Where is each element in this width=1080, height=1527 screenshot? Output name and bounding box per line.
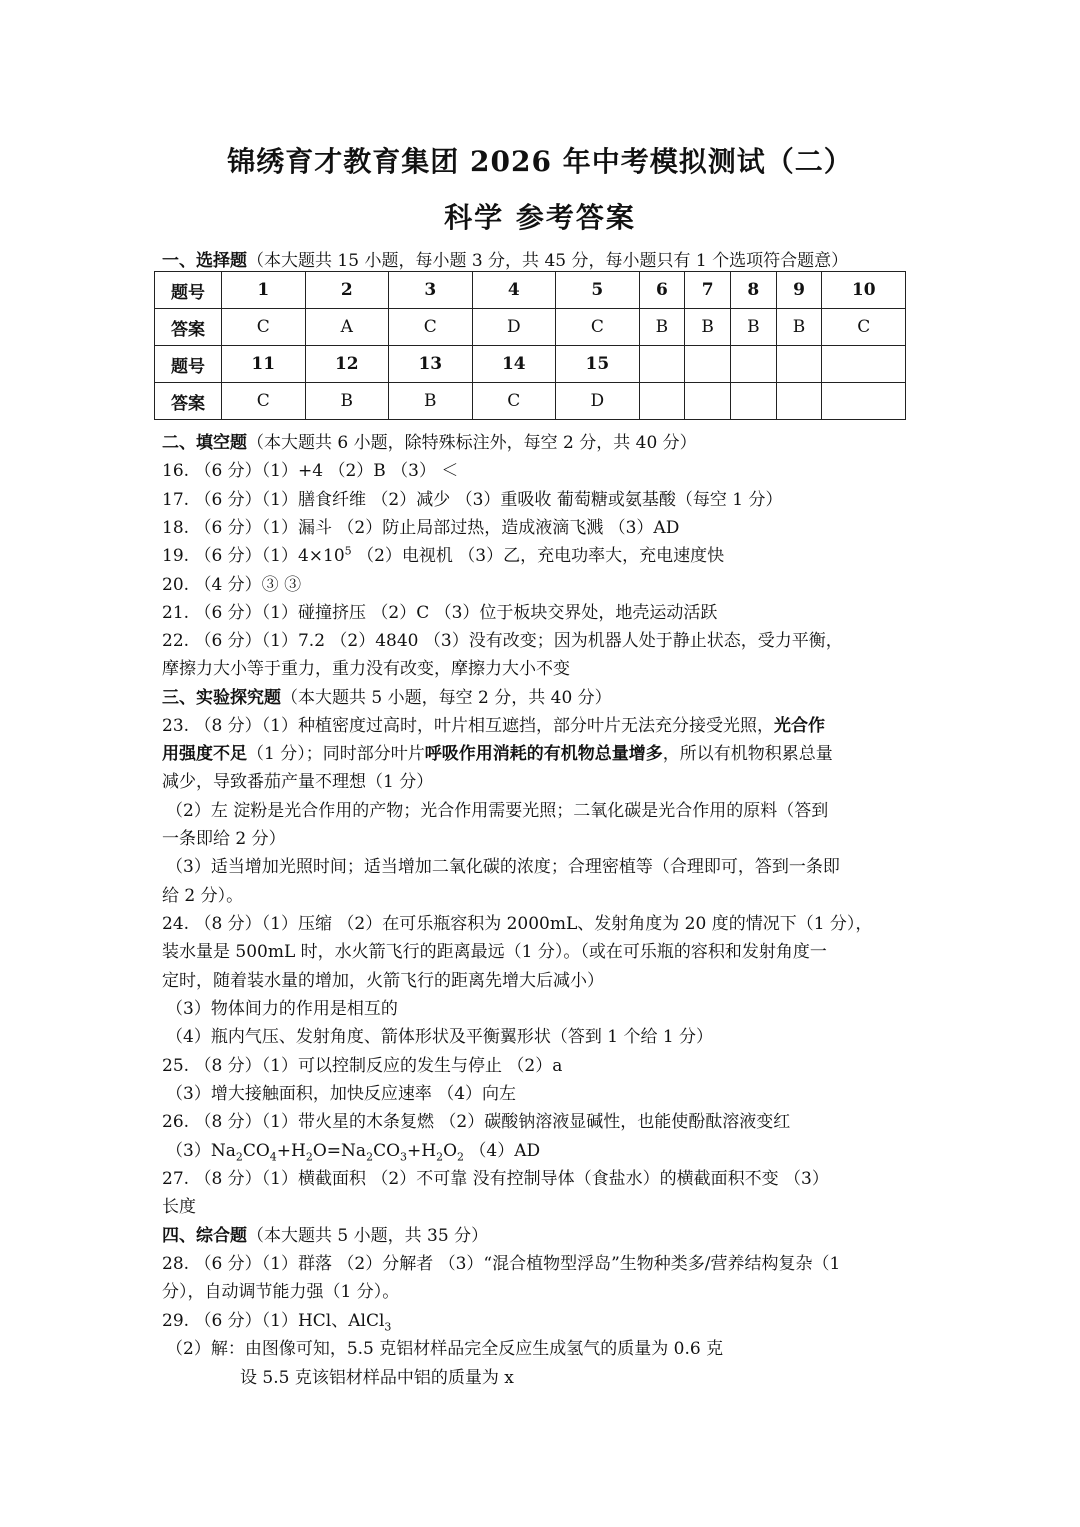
answer-23-line-3: 减少，导致番茄产量不理想（1 分） bbox=[162, 772, 434, 792]
answer-22-line-1: 22. （6 分）（1）7.2 （2）4840 （3）没有改变；因为机器人处于静止状态，受力平衡， bbox=[162, 631, 843, 651]
empty-cell bbox=[685, 346, 731, 383]
table-row bbox=[155, 309, 906, 346]
answer-23-line-6: （3）适当增加光照时间；适当增加二氧化碳的浓度；合理密植等（合理即可，答到一条即 bbox=[166, 857, 840, 877]
answer-28-line-2: 分），自动调节能力强（1 分）。 bbox=[162, 1282, 400, 1302]
answer-28-line-1: 28. （6 分）（1）群落 （2）分解者 （3）“混合植物型浮岛”生物种类多/营养结构复杂（1 bbox=[162, 1254, 841, 1274]
page-subtitle: 科学 参考答案 bbox=[444, 201, 636, 234]
empty-cell bbox=[730, 383, 776, 420]
question-number: 3 bbox=[389, 272, 473, 309]
answer-20: 20. （4 分）③ ③ bbox=[162, 575, 302, 595]
answer-19-post: （2）电视机 （3）乙，充电功率大，充电速度快 bbox=[351, 546, 725, 566]
chem-text: O bbox=[443, 1141, 458, 1161]
answer-table bbox=[154, 271, 906, 420]
table-row bbox=[155, 383, 906, 420]
section-3-heading bbox=[162, 683, 612, 708]
answer-26-line-1: 26. （8 分）（1）带火星的木条复燃 （2）碳酸钠溶液显碱性，也能使酚酞溶液变红 bbox=[162, 1112, 791, 1132]
answer-cell: D bbox=[472, 309, 556, 346]
question-number: 8 bbox=[730, 272, 776, 309]
section-4-note: （本大题共 5 小题，共 35 分） bbox=[247, 1226, 489, 1246]
chem-text: CO bbox=[242, 1141, 270, 1161]
chem-subscript: 2 bbox=[305, 1150, 313, 1164]
answer-22-line-2: 摩擦力大小等于重力，重力没有改变，摩擦力大小不变 bbox=[162, 659, 570, 679]
answer-21: 21. （6 分）（1）碰撞挤压 （2）C （3）位于板块交界处，地壳运动活跃 bbox=[162, 603, 718, 623]
page-title: 锦绣育才教育集团 2026 年中考模拟测试（二） bbox=[227, 145, 853, 178]
answer-17: 17. （6 分）（1）膳食纤维 （2）减少 （3）重吸收 葡萄糖或氨基酸（每空 1 分） bbox=[162, 490, 783, 510]
answer-cell: C bbox=[822, 309, 906, 346]
answer-23-line-2 bbox=[162, 739, 833, 764]
answer-cell: D bbox=[556, 383, 640, 420]
empty-cell bbox=[776, 383, 822, 420]
answer-cell: C bbox=[472, 383, 556, 420]
empty-cell bbox=[822, 346, 906, 383]
answer-24-line-3: 定时，随着装水量的增加，火箭飞行的距离先增大后减小） bbox=[162, 971, 604, 991]
answer-29-line-3: 设 5.5 克该铝材样品中铝的质量为 x bbox=[240, 1368, 514, 1388]
question-number: 13 bbox=[389, 346, 473, 383]
answer-24-line-1: 24. （8 分）（1）压缩 （2）在可乐瓶容积为 2000mL、发射角度为 20 度的情况下（1 分）， bbox=[162, 914, 873, 934]
answer-29-text: 29. （6 分）（1）HCl、AlCl bbox=[162, 1311, 385, 1331]
empty-cell bbox=[639, 346, 685, 383]
question-number: 2 bbox=[305, 272, 389, 309]
chem-subscript: 2 bbox=[457, 1150, 465, 1164]
empty-cell bbox=[730, 346, 776, 383]
answer-23-line-1 bbox=[162, 711, 825, 736]
question-number: 6 bbox=[639, 272, 685, 309]
chem-subscript: 3 bbox=[384, 1320, 392, 1334]
answer-26-line-2 bbox=[166, 1136, 540, 1163]
chem-subscript: 2 bbox=[235, 1150, 243, 1164]
row-label-answer: 答案 bbox=[155, 383, 222, 420]
answer-29-line-1 bbox=[162, 1306, 391, 1333]
chem-subscript: 3 bbox=[400, 1150, 408, 1164]
question-number: 15 bbox=[556, 346, 640, 383]
chem-text: O=Na bbox=[312, 1141, 367, 1161]
answer-cell: B bbox=[305, 383, 389, 420]
section-4-heading bbox=[162, 1221, 488, 1246]
answer-23-text: （1 分）；同时部分叶片 bbox=[247, 744, 425, 764]
answer-23-text: 23. （8 分）（1）种植密度过高时，叶片相互遮挡，部分叶片无法充分接受光照， bbox=[162, 716, 774, 736]
section-1-heading bbox=[162, 246, 848, 271]
chem-text: +H bbox=[276, 1141, 306, 1161]
answer-23-line-7: 给 2 分）。 bbox=[162, 886, 244, 906]
section-1-note: （本大题共 15 小题，每小题 3 分，共 45 分，每小题只有 1 个选项符合题意） bbox=[247, 251, 849, 271]
row-label-number: 题号 bbox=[155, 272, 222, 309]
chem-subscript: 2 bbox=[366, 1150, 374, 1164]
answer-16: 16. （6 分）（1）+4 （2）B （3） ＜ bbox=[162, 461, 459, 481]
answer-23-text: ，所以有机物积累总量 bbox=[662, 744, 833, 764]
question-number: 4 bbox=[472, 272, 556, 309]
question-number: 7 bbox=[685, 272, 731, 309]
answer-cell: C bbox=[222, 383, 306, 420]
answer-23-bold: 光合作 bbox=[773, 716, 825, 736]
chem-subscript: 4 bbox=[269, 1150, 277, 1164]
empty-cell bbox=[685, 383, 731, 420]
empty-cell bbox=[639, 383, 685, 420]
question-number: 1 bbox=[222, 272, 306, 309]
answer-cell: B bbox=[730, 309, 776, 346]
answer-cell: A bbox=[305, 309, 389, 346]
answer-19-pre: 19. （6 分）（1）4×10 bbox=[162, 546, 345, 566]
answer-cell: C bbox=[556, 309, 640, 346]
table-row bbox=[155, 346, 906, 383]
answer-cell: C bbox=[222, 309, 306, 346]
answer-cell: B bbox=[639, 309, 685, 346]
answer-25-line-2: （3）增大接触面积，加快反应速率 （4）向左 bbox=[166, 1084, 517, 1104]
row-label-number: 题号 bbox=[155, 346, 222, 383]
chem-subscript: 2 bbox=[436, 1150, 444, 1164]
chem-text: （3）Na bbox=[166, 1141, 236, 1161]
answer-23-bold: 呼吸作用消耗的有机物总量增多 bbox=[424, 744, 663, 764]
answer-29-line-2: （2）解：由图像可知，5.5 克铝材样品完全反应生成氢气的质量为 0.6 克 bbox=[166, 1339, 724, 1359]
section-1-label: 一、选择题 bbox=[162, 251, 247, 271]
answer-23-bold: 用强度不足 bbox=[162, 744, 247, 764]
answer-cell: B bbox=[776, 309, 822, 346]
answer-27-line-2: 长度 bbox=[162, 1197, 196, 1217]
empty-cell bbox=[822, 383, 906, 420]
question-number: 9 bbox=[776, 272, 822, 309]
chem-text: （4）AD bbox=[464, 1141, 541, 1161]
answer-23-line-5: 一条即给 2 分） bbox=[162, 829, 286, 849]
section-2-heading bbox=[162, 428, 697, 453]
table-row bbox=[155, 272, 906, 309]
chem-text: +H bbox=[407, 1141, 437, 1161]
chem-text: CO bbox=[373, 1141, 401, 1161]
answer-25-line-1: 25. （8 分）（1）可以控制反应的发生与停止 （2）a bbox=[162, 1056, 563, 1076]
row-label-answer: 答案 bbox=[155, 309, 222, 346]
section-2-label: 二、填空题 bbox=[162, 433, 247, 453]
answer-24-line-5: （4）瓶内气压、发射角度、箭体形状及平衡翼形状（答到 1 个给 1 分） bbox=[166, 1027, 714, 1047]
section-4-label: 四、综合题 bbox=[162, 1226, 247, 1246]
question-number: 11 bbox=[222, 346, 306, 383]
answer-19-exponent: 5 bbox=[344, 544, 352, 558]
section-2-note: （本大题共 6 小题，除特殊标注外，每空 2 分，共 40 分） bbox=[247, 433, 697, 453]
section-3-note: （本大题共 5 小题，每空 2 分，共 40 分） bbox=[281, 688, 612, 708]
question-number: 12 bbox=[305, 346, 389, 383]
answer-23-line-4: （2）左 淀粉是光合作用的产物；光合作用需要光照；二氧化碳是光合作用的原料（答到 bbox=[166, 801, 829, 821]
answer-cell: B bbox=[685, 309, 731, 346]
answer-27-line-1: 27. （8 分）（1）横截面积 （2）不可靠 没有控制导体（食盐水）的横截面积不变 （3） bbox=[162, 1169, 829, 1189]
section-3-label: 三、实验探究题 bbox=[162, 688, 281, 708]
question-number: 10 bbox=[822, 272, 906, 309]
empty-cell bbox=[776, 346, 822, 383]
answer-19 bbox=[162, 541, 724, 566]
question-number: 5 bbox=[556, 272, 640, 309]
answer-24-line-2: 装水量是 500mL 时，水火箭飞行的距离最远（1 分）。（或在可乐瓶的容积和发射角度一 bbox=[162, 942, 827, 962]
answer-cell: C bbox=[389, 309, 473, 346]
answer-cell: B bbox=[389, 383, 473, 420]
question-number: 14 bbox=[472, 346, 556, 383]
answer-18: 18. （6 分）（1）漏斗 （2）防止局部过热，造成液滴飞溅 （3）AD bbox=[162, 518, 680, 538]
answer-24-line-4: （3）物体间力的作用是相互的 bbox=[166, 999, 398, 1019]
